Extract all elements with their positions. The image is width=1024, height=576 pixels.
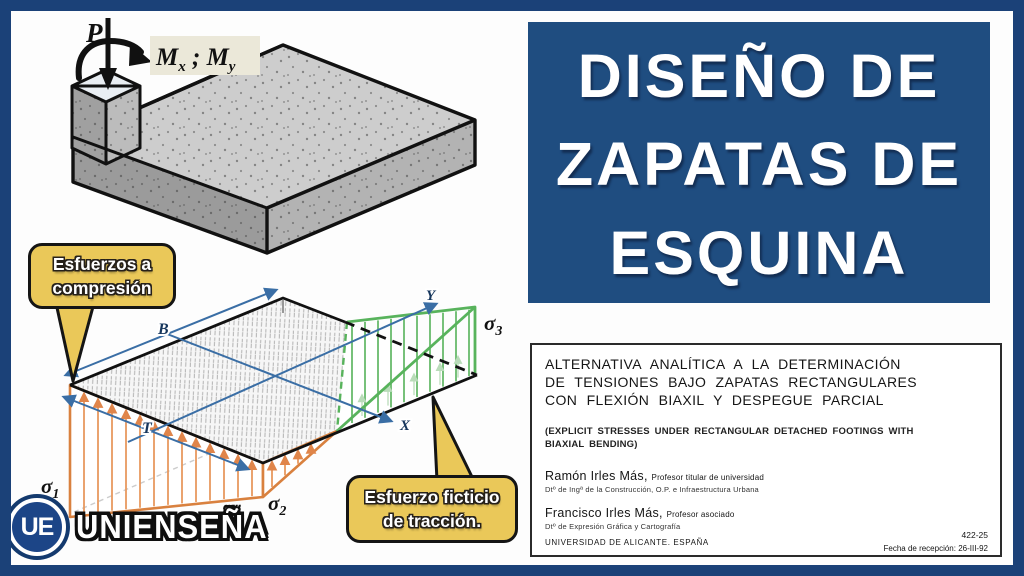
paper-reception-date: Fecha de recepción: 26-III-92 — [883, 544, 988, 553]
moment-label: $M_x$ ; $M_y$ — [156, 44, 236, 75]
dim-B-label: B — [158, 321, 169, 338]
callout-compression — [28, 243, 176, 309]
dim-T-label: T — [142, 420, 152, 437]
sigma3-label: $\sigma_3$ — [484, 311, 503, 339]
callout-tension-line2: de tracción. — [382, 511, 482, 531]
title-banner — [528, 22, 990, 303]
y-axis-label: Y — [426, 288, 436, 304]
logo-badge — [8, 498, 66, 556]
author-2-name-text: Francisco Irles Más, — [545, 506, 663, 520]
author-1-name-text: Ramón Irles Más, — [545, 469, 648, 483]
paper-subtitle-line1: (EXPLICIT STRESSES UNDER RECTANGULAR DETACHED FOOTINGS WITH — [545, 426, 914, 437]
paper-title-line3: CON FLEXIÓN BIAXIL Y DESPEGUE PARCIAL — [545, 392, 884, 408]
channel-logo — [8, 498, 268, 556]
paper-title-line2: DE TENSIONES BAJO ZAPATAS RECTANGULARES — [545, 374, 917, 390]
load-label: P — [86, 18, 103, 48]
footing-3d-diagram — [72, 18, 475, 253]
callout-compression-line1: Esfuerzos a — [52, 254, 152, 274]
paper-institution: UNIVERSIDAD DE ALICANTE. ESPAÑA — [545, 538, 709, 547]
sigma2-label: $\sigma_2$ — [268, 491, 287, 519]
paper-excerpt — [530, 343, 1002, 557]
title-line-3: ESQUINA — [609, 218, 909, 287]
callout-tension — [346, 475, 518, 543]
paper-title-line1: ALTERNATIVA ANALÍTICA A LA DETERMINACIÓN — [545, 356, 901, 372]
logo-badge-text: UE — [20, 512, 54, 541]
title-line-2: ZAPATAS DE — [555, 130, 963, 199]
paper-subtitle — [545, 426, 914, 451]
callout-compression-tail — [56, 303, 94, 381]
title-line-1: DISEÑO DE — [577, 42, 941, 111]
author-1-name — [545, 469, 764, 483]
callout-tension-tail — [433, 397, 474, 481]
sigma1-label: $\sigma_1$ — [41, 474, 60, 502]
callout-tension-line1: Esfuerzo ficticio — [364, 487, 500, 507]
paper-subtitle-line2: BIAXIAL BENDING) — [545, 438, 638, 450]
author-2-role: Profesor asociado — [666, 510, 735, 519]
paper-title — [545, 355, 917, 409]
author-1-dept: Dtº de Ingª de la Construcción, O.P. e Infraestructura Urbana — [545, 485, 759, 494]
callout-compression-line2: compresión — [52, 278, 152, 298]
author-1-role: Profesor titular de universidad — [651, 473, 765, 482]
logo-wordmark: UNIENSEÑA — [76, 507, 268, 546]
author-2-name — [545, 506, 735, 520]
x-axis-label: X — [400, 418, 411, 434]
author-2-dept: Dtº de Expresión Gráfica y Cartografía — [545, 522, 681, 531]
paper-ref-number: 422-25 — [961, 530, 988, 540]
